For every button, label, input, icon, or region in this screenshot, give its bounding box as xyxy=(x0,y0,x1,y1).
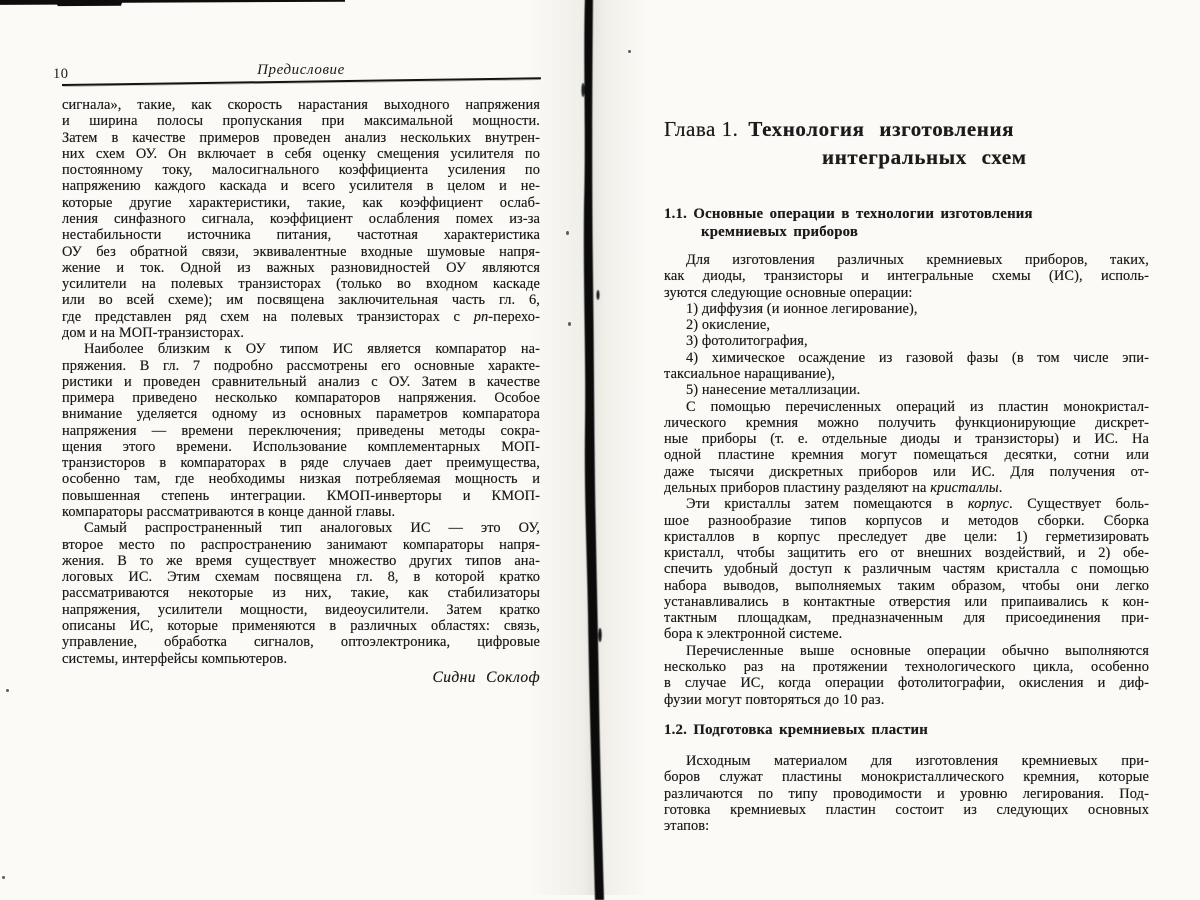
text-line: щения этого времени. Использование комплементарных МОП- xyxy=(62,438,540,455)
text-line: одной пластине кремния могут помещаться десятки, сотни или xyxy=(664,447,1149,464)
section-1-1-heading-line-2: кремниевых приборов xyxy=(701,223,859,240)
chapter-heading-line-2 xyxy=(664,144,1152,172)
text-line: нестабильности источника питания, частотная характеристика xyxy=(62,227,540,244)
text-line: 3) фотолитография, xyxy=(686,333,808,350)
text-line: 5) нанесение металлизации. xyxy=(686,382,861,399)
text-line: напряжению каждого каскада и всего усилителя в целом и не- xyxy=(62,178,540,195)
text-line: особенно там, где необходимы низкая потребляемая мощность и xyxy=(62,471,540,488)
chapter-title-line-1: Технология изготовления xyxy=(748,117,1015,141)
scan-speck xyxy=(566,231,569,235)
text-line: повышенная степень интеграции. КМОП-инверторы и КМОП- xyxy=(62,487,540,504)
text-line: Затем в качестве примеров проведен анализ нескольких внутрен- xyxy=(62,129,540,146)
text-line: зуются следующие основные операции: xyxy=(664,284,913,301)
scan-speck xyxy=(2,876,5,879)
text-line: управление, обработка сигналов, оптоэлектроника, цифровые xyxy=(62,634,540,651)
text-line: рассматриваются некоторые из них, такие, как стабилизаторы xyxy=(62,585,540,602)
text-line: в случае ИС, когда операции фотолитографии, окисления и диф- xyxy=(664,675,1149,692)
text-line: ления синфазного сигнала, коэффициент ослабления помех из-за xyxy=(62,210,540,227)
text-line: кристалл, чтобы защитить его от внешних воздействий, и 2) обе- xyxy=(664,545,1149,562)
text-line: компараторы рассматриваются в конце данной главы. xyxy=(62,504,396,521)
text-line: жения. В то же время существует множество других типов ана- xyxy=(62,552,540,569)
section-1-2-heading: 1.2. Подготовка кремниевых пластин xyxy=(664,722,928,738)
text-line: них схем ОУ. Он включает в себя оценку смещения усилителя по xyxy=(62,145,540,162)
text-line: системы, интерфейсы компьютеров. xyxy=(62,650,288,667)
left-page-text xyxy=(62,97,540,667)
text-line: лического кремния можно получить функционирующие дискрет- xyxy=(664,414,1149,431)
text-line: Перечисленные выше основные операции обычно выполняются xyxy=(686,642,1149,659)
text-line: или во всей схеме); им посвящена заключительная часть гл. 6, xyxy=(62,292,540,309)
text-line: Самый распространенный тип аналоговых ИС — это ОУ, xyxy=(84,520,540,537)
section-1-1-heading xyxy=(664,206,1152,241)
text-line: дельных приборов пластину разделяют на кристаллы. xyxy=(664,479,1003,496)
text-line: этапов: xyxy=(664,818,710,835)
chapter-title-line-2: интегральных схем xyxy=(822,144,1027,169)
text-line: различаются по типу проводимости и уровню легирования. Под- xyxy=(664,785,1149,802)
text-line: устанавливались в контактные отверстия или припаивались к кон- xyxy=(664,593,1149,610)
text-line: Исходным материалом для изготовления кремниевых при- xyxy=(686,753,1149,769)
text-line: логовых ИС. Этим схемам посвящена гл. 8, в которой кратко xyxy=(62,569,540,586)
text-line: спечить удобный доступ к различным частям кристалла с помощью xyxy=(664,561,1149,578)
text-line: которые другие характеристики, такие, как коэффициент ослаб- xyxy=(62,194,540,211)
text-line: боров служат пластины монокристаллического кремния, которые xyxy=(664,769,1149,786)
text-line: описаны ИС, которые применяются в различных областях: связь, xyxy=(62,618,540,634)
text-line: жение и ток. Одной из важных разновидностей ОУ являются xyxy=(62,259,540,276)
text-line: набора выводов, выполняемых таким образом, чтобы они легко xyxy=(664,577,1149,594)
text-line: примера приведено несколько компараторов напряжения. Особое xyxy=(62,390,540,407)
section-1-1-heading-line-1: 1.1. Основные операции в технологии изготовления xyxy=(664,206,1033,222)
text-line: несколько раз на протяжении технологического цикла, особенно xyxy=(664,659,1149,676)
section-1-2-text xyxy=(664,753,1149,834)
text-line: даже тысячи дискретных приборов или ИС. Для получения от- xyxy=(664,463,1149,480)
chapter-heading-line-1 xyxy=(664,117,1014,141)
text-line: и ширина полосы пропускания при максимальной мощности. xyxy=(62,113,540,130)
text-line: С помощью перечисленных операций из пластин монокристал- xyxy=(686,398,1149,415)
text-line: Эти кристаллы затем помещаются в корпус. Существует боль- xyxy=(686,496,1149,513)
text-line: готовка кремниевых пластин состоит из следующих основных xyxy=(664,801,1149,818)
text-line: 1) диффузия (и ионное легирование), xyxy=(686,300,918,317)
text-line: фузии могут повторяться до 10 раз. xyxy=(664,691,885,708)
text-line: кристаллов в корпус преследует две цели: 1) герметизировать xyxy=(664,528,1149,545)
text-line: сигнала», такие, как скорость нарастания выходного напряжения xyxy=(62,97,540,113)
text-line: дом и на МОП-транзисторах. xyxy=(62,324,245,341)
scan-speck xyxy=(628,50,631,53)
running-header: Предисловие xyxy=(257,62,345,78)
text-line: Наиболее близким к ОУ типом ИС является компаратор на- xyxy=(84,341,540,358)
text-line: постоянному току, малосигнального коэффициента усиления по xyxy=(62,162,540,179)
page-number: 10 xyxy=(53,66,69,82)
text-line: шое разнообразие типов корпусов и методов сборки. Сборка xyxy=(664,512,1149,529)
text-line: бора к электронной системе. xyxy=(664,626,843,643)
text-line: напряжения, усилители мощности, видеоусилители. Затем кратко xyxy=(62,601,540,618)
scan-speck xyxy=(6,689,9,692)
chapter-heading xyxy=(664,116,1152,171)
text-line: второе место по распространению занимают компараторы напря- xyxy=(62,536,540,553)
text-line: ОУ без обратной связи, эквивалентные входные шумовые напря- xyxy=(62,243,540,260)
text-line: 2) окисление, xyxy=(686,317,771,334)
section-1-1-text xyxy=(664,252,1149,708)
text-line: ные приборы (т. е. отдельные диоды и транзисторы) и ИС. На xyxy=(664,431,1149,448)
text-line: 4) химическое осаждение из газовой фазы (в том числе эпи- xyxy=(686,349,1149,366)
book-gutter-shadow xyxy=(574,0,618,900)
author-signature: Сидни Соклоф xyxy=(432,669,540,686)
text-line: где представлен ряд схем на полевых транзисторах с pn-перехо- xyxy=(62,308,540,325)
text-line: тактным площадкам, предназначенным для присоединения при- xyxy=(664,610,1149,627)
text-line: внимание уделяется одному из основных параметров компаратора xyxy=(62,406,540,423)
text-line: таксиальное наращивание), xyxy=(664,365,836,382)
text-line: пряжения. В гл. 7 подробно рассмотрены его основные характе- xyxy=(62,357,540,374)
chapter-label: Глава 1. xyxy=(664,117,739,141)
text-line: ристики и проведен сравнительный анализ с ОУ. Затем в качестве xyxy=(62,373,540,390)
text-line: как диоды, транзисторы и интегральные схемы (ИС), исполь- xyxy=(664,268,1149,285)
text-line: усилители на полевых транзисторах (только во входном каскаде xyxy=(62,276,540,293)
text-line: Для изготовления различных кремниевых приборов, таких, xyxy=(686,252,1149,268)
text-line: транзисторов в компараторах в ряде случаев дает преимущества, xyxy=(62,455,540,472)
scan-speck xyxy=(568,322,571,326)
text-line: напряжения — времени переключения; приведены методы сокра- xyxy=(62,422,540,439)
scan-artifact-top-bar xyxy=(0,0,350,8)
